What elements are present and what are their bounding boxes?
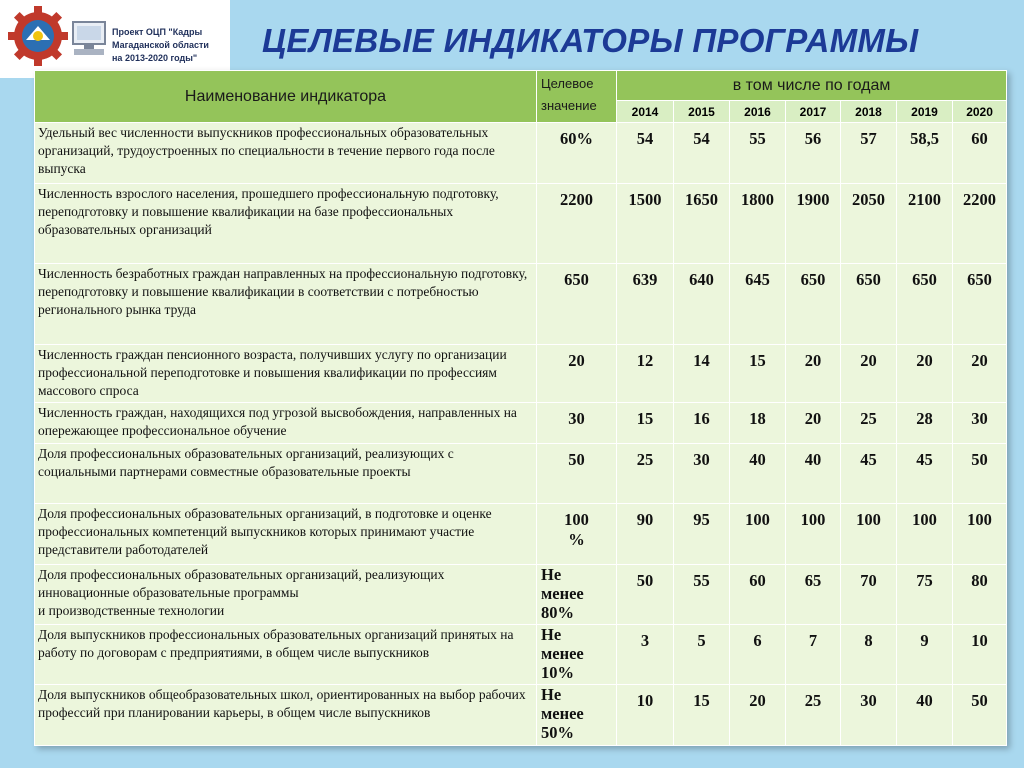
year-value-2016: 6 — [730, 625, 786, 685]
header-target-value: Целевое значение — [537, 71, 617, 123]
year-value-2018: 45 — [841, 443, 897, 503]
year-value-2015: 54 — [674, 123, 730, 183]
year-value-2018: 30 — [841, 685, 897, 746]
target-value: 30 — [537, 403, 617, 443]
table-row — [35, 264, 1007, 345]
header-by-years: в том числе по годам — [617, 71, 1007, 101]
year-value-2016: 100 — [730, 504, 786, 564]
year-value-2018: 70 — [841, 564, 897, 624]
year-value-2017: 20 — [786, 403, 841, 443]
header-year-2017: 2017 — [786, 101, 841, 123]
year-value-2020: 30 — [953, 403, 1007, 443]
year-value-2020: 60 — [953, 123, 1007, 183]
year-value-2019: 75 — [897, 564, 953, 624]
year-value-2015: 30 — [674, 443, 730, 503]
table-row — [35, 183, 1007, 264]
year-value-2018: 8 — [841, 625, 897, 685]
year-value-2015: 640 — [674, 264, 730, 345]
project-caption: Проект ОЦП "Кадры Магаданской области на 2013-2020 годы" — [112, 27, 209, 63]
year-value-2014: 50 — [617, 564, 674, 624]
indicator-name: Численность граждан пенсионного возраста, получивших услугу по организации профессиональной переподготовке и повышения квалификации по профессиям массового спроса — [35, 345, 537, 403]
year-value-2018: 2050 — [841, 183, 897, 264]
table-row — [35, 504, 1007, 564]
target-value: 2200 — [537, 183, 617, 264]
year-value-2014: 15 — [617, 403, 674, 443]
year-value-2016: 60 — [730, 564, 786, 624]
year-value-2016: 1800 — [730, 183, 786, 264]
year-value-2014: 54 — [617, 123, 674, 183]
year-value-2020: 50 — [953, 443, 1007, 503]
year-value-2020: 2200 — [953, 183, 1007, 264]
year-value-2019: 45 — [897, 443, 953, 503]
year-value-2017: 40 — [786, 443, 841, 503]
year-value-2019: 58,5 — [897, 123, 953, 183]
target-value: Не менее 50% — [537, 685, 617, 746]
year-value-2017: 56 — [786, 123, 841, 183]
year-value-2019: 20 — [897, 345, 953, 403]
header-year-2019: 2019 — [897, 101, 953, 123]
year-value-2014: 25 — [617, 443, 674, 503]
year-value-2015: 95 — [674, 504, 730, 564]
year-value-2016: 55 — [730, 123, 786, 183]
year-value-2014: 3 — [617, 625, 674, 685]
year-value-2014: 639 — [617, 264, 674, 345]
header-year-2014: 2014 — [617, 101, 674, 123]
header-year-2018: 2018 — [841, 101, 897, 123]
year-value-2016: 18 — [730, 403, 786, 443]
indicator-name: Доля профессиональных образовательных организаций, реализующих с социальными партнерами совместные образовательные проекты — [35, 443, 537, 503]
year-value-2015: 1650 — [674, 183, 730, 264]
target-value: 60% — [537, 123, 617, 183]
target-value: Не менее 80% — [537, 564, 617, 624]
year-value-2020: 20 — [953, 345, 1007, 403]
indicator-name: Доля выпускников общеобразовательных школ, ориентированных на выбор рабочих профессий при планировании карьеры, в общем числе выпускников — [35, 685, 537, 746]
year-value-2016: 645 — [730, 264, 786, 345]
indicator-name: Численность взрослого населения, прошедшего профессиональную подготовку, переподготовку и повышение квалификации на базе профессиональных образовательных организаций — [35, 183, 537, 264]
year-value-2016: 40 — [730, 443, 786, 503]
year-value-2018: 650 — [841, 264, 897, 345]
year-value-2019: 100 — [897, 504, 953, 564]
year-value-2017: 65 — [786, 564, 841, 624]
year-value-2020: 100 — [953, 504, 1007, 564]
header-year-2020: 2020 — [953, 101, 1007, 123]
table-row — [35, 625, 1007, 685]
indicator-name: Доля выпускников профессиональных образовательных организаций принятых на работу по договорам с предприятиями, в общем числе выпускников — [35, 625, 537, 685]
year-value-2017: 1900 — [786, 183, 841, 264]
year-value-2020: 650 — [953, 264, 1007, 345]
year-value-2017: 7 — [786, 625, 841, 685]
target-value: 50 — [537, 443, 617, 503]
year-value-2018: 25 — [841, 403, 897, 443]
year-value-2016: 20 — [730, 685, 786, 746]
indicator-name: Доля профессиональных образовательных организаций, реализующих инновационные образовательные программы и производственные технологии — [35, 564, 537, 624]
year-value-2014: 12 — [617, 345, 674, 403]
year-value-2017: 25 — [786, 685, 841, 746]
year-value-2015: 16 — [674, 403, 730, 443]
year-value-2014: 90 — [617, 504, 674, 564]
target-value: 650 — [537, 264, 617, 345]
year-value-2017: 100 — [786, 504, 841, 564]
year-value-2019: 9 — [897, 625, 953, 685]
year-value-2015: 5 — [674, 625, 730, 685]
indicator-name: Численность граждан, находящихся под угрозой высвобождения, направленных на опережающее профессиональное обучение — [35, 403, 537, 443]
year-value-2017: 650 — [786, 264, 841, 345]
year-value-2019: 2100 — [897, 183, 953, 264]
table-row — [35, 564, 1007, 624]
year-value-2014: 10 — [617, 685, 674, 746]
year-value-2018: 57 — [841, 123, 897, 183]
table-row — [35, 403, 1007, 443]
logo-panel — [0, 0, 230, 78]
year-value-2018: 20 — [841, 345, 897, 403]
table-row — [35, 443, 1007, 503]
header-indicator-name: Наименование индикатора — [35, 71, 537, 123]
year-value-2015: 14 — [674, 345, 730, 403]
indicators-table — [34, 70, 1007, 746]
indicator-name: Удельный вес численности выпускников профессиональных образовательных организаций, трудоустроенных по специальности в течение первого года после выпуска — [35, 123, 537, 183]
header-year-2016: 2016 — [730, 101, 786, 123]
year-value-2014: 1500 — [617, 183, 674, 264]
table-row — [35, 345, 1007, 403]
indicator-name: Численность безработных граждан направленных на профессиональную подготовку, переподготовку и повышение квалификации в соответствии с потребностью регионального рынка труда — [35, 264, 537, 345]
table-row — [35, 123, 1007, 183]
page-title: ЦЕЛЕВЫЕ ИНДИКАТОРЫ ПРОГРАММЫ — [262, 22, 919, 59]
target-value: 100 % — [537, 504, 617, 564]
year-value-2015: 15 — [674, 685, 730, 746]
year-value-2019: 40 — [897, 685, 953, 746]
year-value-2016: 15 — [730, 345, 786, 403]
year-value-2019: 28 — [897, 403, 953, 443]
year-value-2019: 650 — [897, 264, 953, 345]
indicator-name: Доля профессиональных образовательных организаций, в подготовке и оценке профессиональных компетенций выпускников которых принимают участие представители работодателей — [35, 504, 537, 564]
year-value-2015: 55 — [674, 564, 730, 624]
target-value: Не менее 10% — [537, 625, 617, 685]
table-row — [35, 685, 1007, 746]
target-value: 20 — [537, 345, 617, 403]
year-value-2017: 20 — [786, 345, 841, 403]
computer-icon — [70, 18, 108, 58]
header-year-2015: 2015 — [674, 101, 730, 123]
year-value-2020: 10 — [953, 625, 1007, 685]
year-value-2020: 50 — [953, 685, 1007, 746]
gear-emblem-icon — [6, 4, 70, 68]
year-value-2018: 100 — [841, 504, 897, 564]
year-value-2020: 80 — [953, 564, 1007, 624]
